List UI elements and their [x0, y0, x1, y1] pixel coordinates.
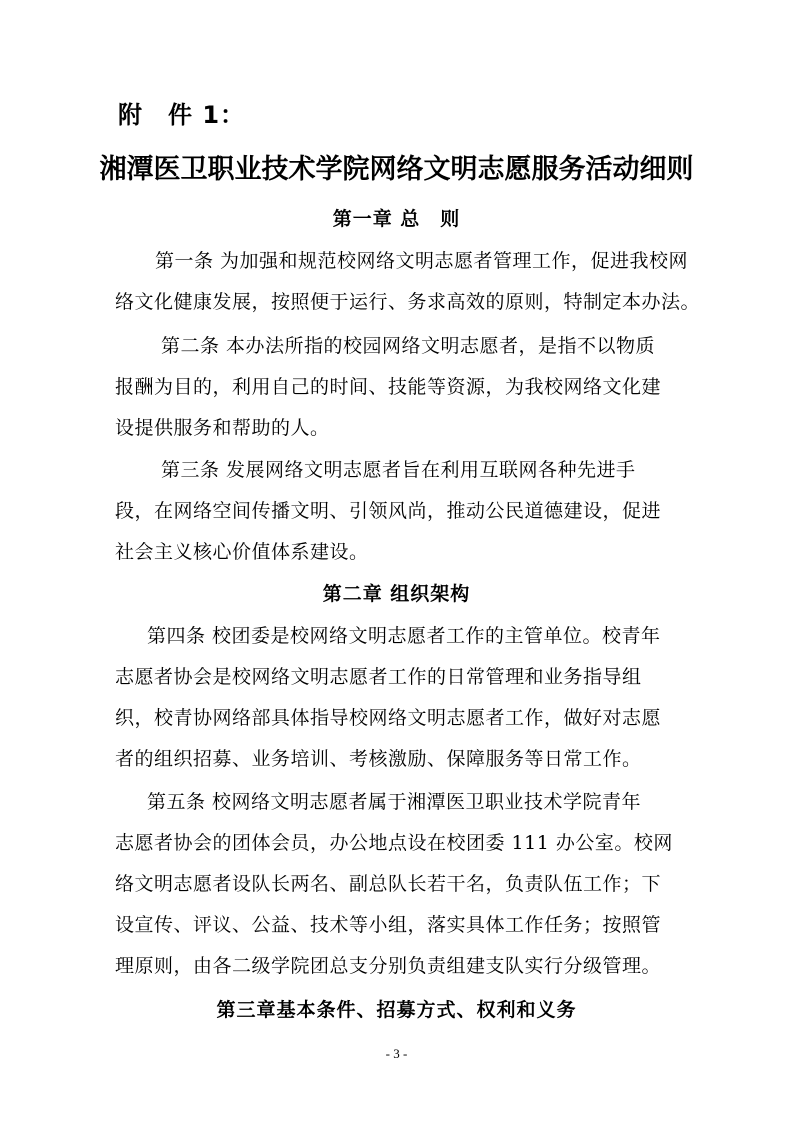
article-5-line: 志愿者协会的团体会员，办公地点设在校团委 111 办公室。校网 [115, 832, 673, 854]
article-2-line: 设提供服务和帮助的人。 [115, 417, 330, 439]
article-1-line: 第一条 为加强和规范校网络文明志愿者管理工作，促进我校网 [155, 250, 689, 272]
article-5 [115, 782, 681, 987]
article-3-line: 社会主义核心价值体系建设。 [115, 541, 369, 563]
article-4-line: 第四条 校团委是校网络文明志愿者工作的主管单位。校青年 [147, 625, 661, 647]
article-3 [115, 450, 681, 573]
article-4-line: 织，校青协网络部具体指导校网络文明志愿者工作，做好对志愿 [115, 707, 662, 729]
chapter-1-heading: 第一章 总 则 [332, 208, 461, 230]
article-2 [115, 326, 681, 449]
chapter-2-heading: 第二章 组织架构 [322, 583, 471, 605]
chapter-3-heading: 第三章基本条件、招募方式、权利和义务 [216, 999, 577, 1021]
article-4 [115, 616, 681, 780]
article-3-line: 段，在网络空间传播文明、引领风尚，推动公民道德建设，促进 [115, 500, 662, 522]
article-5-line: 络文明志愿者设队长两名、副总队长若干名，负责队伍工作；下 [115, 873, 662, 895]
article-4-line: 志愿者协会是校网络文明志愿者工作的日常管理和业务指导组 [115, 666, 642, 688]
document-title: 湘潭医卫职业技术学院网络文明志愿服务活动细则 [99, 154, 694, 185]
article-5-line: 第五条 校网络文明志愿者属于湘潭医卫职业技术学院青年 [147, 791, 642, 813]
article-5-line: 理原则，由各二级学院团总支分别负责组建支队实行分级管理。 [115, 955, 662, 977]
article-1-line: 络文化健康发展，按照便于运行、务求高效的原则，特制定本办法。 [115, 291, 701, 313]
article-5-line: 设宣传、评议、公益、技术等小组，落实具体工作任务；按照管 [115, 914, 662, 936]
article-2-line: 报酬为目的，利用自己的时间、技能等资源，为我校网络文化建 [115, 376, 662, 398]
article-2-line: 第二条 本办法所指的校园网络文明志愿者，是指不以物质 [161, 335, 656, 357]
page-number: - 3 - [385, 1046, 408, 1061]
article-3-line: 第三条 发展网络文明志愿者旨在利用互联网各种先进手 [161, 459, 636, 481]
article-1 [115, 241, 701, 323]
article-4-line: 者的组织招募、业务培训、考核激励、保障服务等日常工作。 [115, 748, 642, 770]
attachment-label: 附 件 1： [118, 101, 246, 129]
